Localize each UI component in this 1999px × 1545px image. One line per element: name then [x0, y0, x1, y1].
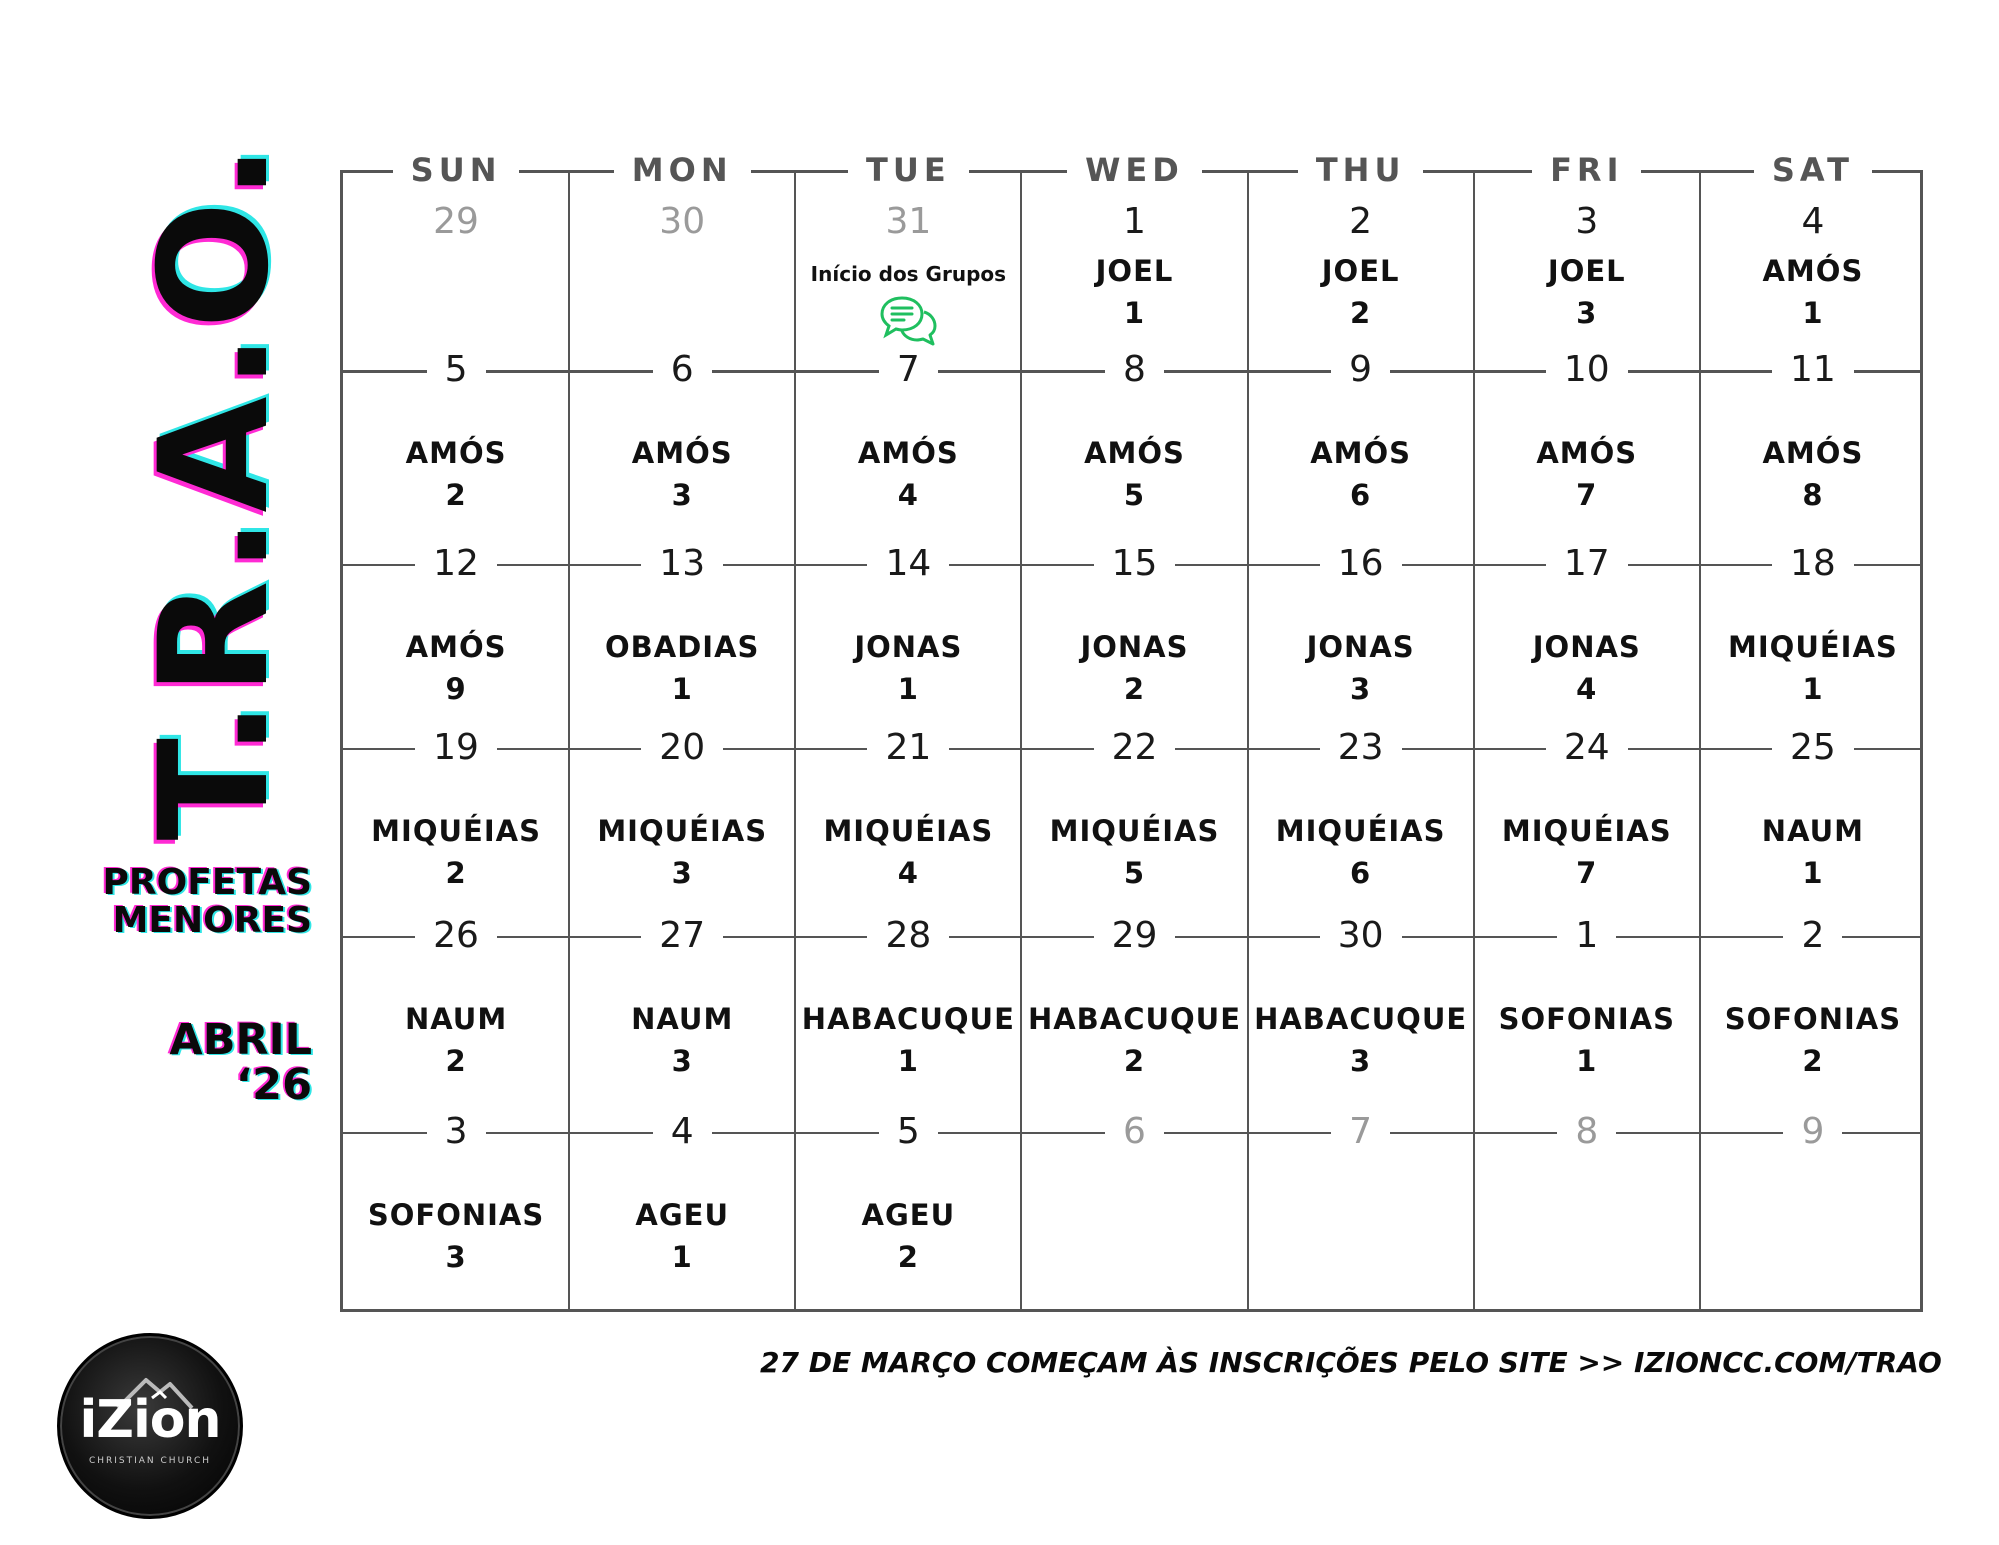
day-cell	[795, 170, 1021, 370]
date-label: 23	[1320, 726, 1402, 770]
date-label: 8	[1557, 1110, 1616, 1154]
date-label: 11	[1772, 348, 1854, 392]
date-label: 13	[641, 542, 723, 586]
day-cell	[1021, 727, 1247, 936]
date-number	[1021, 914, 1247, 958]
reading-assignment	[1474, 626, 1700, 710]
date-number	[569, 1110, 795, 1154]
subtitle	[103, 864, 312, 940]
date-number	[1700, 726, 1926, 770]
chapter-number: 1	[671, 1240, 693, 1274]
weekday-label: FRI	[1532, 151, 1641, 189]
reading-assignment	[569, 1194, 795, 1278]
calendar-grid	[340, 151, 1923, 1312]
date-number	[1474, 914, 1700, 958]
date-number	[795, 914, 1021, 958]
month-label	[169, 1015, 312, 1111]
book-name: AMÓS	[1310, 436, 1412, 470]
reading-assignment	[343, 998, 569, 1082]
chapter-number: 3	[671, 478, 693, 512]
chat-bubbles-icon	[878, 294, 938, 350]
date-label: 4	[1801, 201, 1825, 242]
reading-assignment	[1700, 998, 1926, 1082]
day-cell	[343, 349, 569, 564]
date-number	[569, 726, 795, 770]
reading-assignment	[795, 1194, 1021, 1278]
chapter-number: 4	[897, 856, 919, 890]
reading-assignment	[1700, 810, 1926, 894]
date-label: 29	[433, 201, 479, 242]
date-label: 5	[879, 1110, 938, 1154]
day-cell	[343, 543, 569, 748]
day-cell	[569, 349, 795, 564]
chapter-number: 6	[1350, 478, 1372, 512]
date-number	[343, 348, 569, 392]
book-name: AMÓS	[1762, 254, 1864, 288]
date-number	[343, 1110, 569, 1154]
chapter-number: 2	[445, 1044, 467, 1078]
book-name: MIQUÉIAS	[1728, 630, 1898, 664]
date-number	[1474, 542, 1700, 586]
chapter-number: 1	[1576, 1044, 1598, 1078]
day-cell	[569, 170, 795, 370]
reading-assignment	[343, 810, 569, 894]
date-number	[343, 914, 569, 958]
book-name: JOEL	[1547, 254, 1626, 288]
chapter-number: 1	[1802, 856, 1824, 890]
chapter-number: 3	[671, 1044, 693, 1078]
date-number	[569, 348, 795, 392]
day-cell	[795, 727, 1021, 936]
subtitle-line-2: MENORES	[112, 899, 312, 941]
reading-assignment	[1474, 432, 1700, 516]
book-name: JONAS	[854, 630, 963, 664]
date-number	[1700, 200, 1926, 244]
reading-assignment	[795, 810, 1021, 894]
reading-assignment	[1248, 998, 1474, 1082]
date-label: 26	[415, 914, 497, 958]
book-name: AGEU	[635, 1198, 730, 1232]
book-name: MIQUÉIAS	[1275, 814, 1446, 848]
chapter-number: 4	[897, 478, 919, 512]
date-number	[795, 348, 1021, 392]
date-label: 6	[1105, 1110, 1164, 1154]
date-label: 4	[653, 1110, 712, 1154]
reading-assignment	[1248, 626, 1474, 710]
reading-assignment	[1248, 432, 1474, 516]
book-name: AMÓS	[1536, 436, 1638, 470]
date-number	[1474, 1110, 1700, 1154]
title-block	[128, 139, 302, 841]
date-number	[1021, 726, 1247, 770]
date-label: 31	[885, 201, 932, 242]
day-cell	[795, 915, 1021, 1132]
date-label: 15	[1094, 542, 1176, 586]
book-name: HABACUQUE	[1254, 1002, 1468, 1036]
chapter-number: 6	[1350, 856, 1372, 890]
date-number	[1474, 348, 1700, 392]
chapter-number: 2	[1350, 296, 1372, 330]
book-name: OBADIAS	[605, 630, 760, 664]
chapter-number: 1	[1802, 672, 1824, 706]
book-name: AMÓS	[1084, 436, 1185, 470]
day-cell	[343, 1111, 569, 1312]
chapter-number: 9	[445, 672, 467, 706]
month-name: ABRIL	[169, 1015, 312, 1065]
book-name: MIQUÉIAS	[823, 814, 994, 848]
day-cell	[1700, 349, 1926, 564]
book-name: SOFONIAS	[367, 1198, 545, 1232]
reading-assignment	[795, 998, 1021, 1082]
reading-assignment	[1021, 998, 1247, 1082]
day-cell	[1248, 170, 1474, 370]
reading-assignment	[795, 432, 1021, 516]
date-label: 30	[1320, 914, 1402, 958]
book-name: JOEL	[1321, 254, 1400, 288]
date-number	[343, 200, 569, 244]
book-name: AMÓS	[405, 630, 507, 664]
book-name: JONAS	[1080, 630, 1189, 664]
reading-assignment	[1700, 626, 1926, 710]
calendar-title: T.R.A.O.	[128, 139, 302, 841]
group-start-note: Início dos Grupos	[810, 262, 1007, 286]
book-name: AMÓS	[631, 436, 733, 470]
registration-note: 27 DE MARÇO COMEÇAM ÀS INSCRIÇÕES PELO SITE >> IZIONCC.COM/TRAO	[760, 1346, 1942, 1379]
logo-tagline: CHRISTIAN CHURCH	[88, 1456, 212, 1466]
date-label: 29	[1094, 914, 1176, 958]
chapter-number: 2	[897, 1240, 919, 1274]
book-name: MIQUÉIAS	[371, 814, 541, 848]
date-label: 25	[1772, 726, 1854, 770]
day-cell	[343, 727, 569, 936]
date-number	[1021, 1110, 1247, 1154]
date-label: 7	[1331, 1110, 1390, 1154]
day-cell	[1474, 727, 1700, 936]
book-name: SOFONIAS	[1724, 1002, 1902, 1036]
book-name: HABACUQUE	[1027, 1002, 1242, 1036]
book-name: JONAS	[1532, 630, 1641, 664]
day-cell	[1021, 170, 1247, 370]
day-cell	[795, 1111, 1021, 1312]
day-cell	[1700, 170, 1926, 370]
day-cell	[1248, 915, 1474, 1132]
date-number	[795, 1110, 1021, 1154]
chapter-number: 4	[1576, 672, 1598, 706]
book-name: MIQUÉIAS	[597, 814, 768, 848]
date-number	[795, 542, 1021, 586]
date-number	[569, 200, 795, 244]
reading-assignment	[343, 1194, 569, 1278]
chapter-number: 8	[1802, 478, 1824, 512]
day-cell	[569, 543, 795, 748]
chapter-number: 3	[671, 856, 693, 890]
chapter-number: 1	[897, 1044, 919, 1078]
date-number	[1474, 726, 1700, 770]
day-cell	[1248, 543, 1474, 748]
date-label: 7	[879, 348, 938, 392]
chapter-number: 7	[1576, 478, 1598, 512]
reading-assignment	[1021, 810, 1247, 894]
day-cell	[1021, 349, 1247, 564]
date-number	[1474, 200, 1700, 244]
date-label: 17	[1546, 542, 1628, 586]
izion-logo	[57, 1333, 243, 1519]
reading-assignment	[569, 432, 795, 516]
chapter-number: 3	[1350, 1044, 1372, 1078]
chapter-number: 2	[445, 856, 467, 890]
date-number	[569, 914, 795, 958]
date-label: 21	[867, 726, 949, 770]
day-cell	[343, 915, 569, 1132]
weekday-label: THU	[1298, 151, 1424, 189]
day-cell	[1248, 349, 1474, 564]
date-label: 30	[659, 201, 706, 242]
day-cell	[795, 349, 1021, 564]
day-cell	[1248, 727, 1474, 936]
reading-assignment	[795, 626, 1021, 710]
weekday-label: SUN	[393, 151, 520, 189]
day-cell	[795, 543, 1021, 748]
date-label: 12	[415, 542, 497, 586]
date-label: 10	[1546, 348, 1628, 392]
date-number	[343, 726, 569, 770]
day-cell	[343, 170, 569, 370]
day-cell	[1021, 543, 1247, 748]
day-cell	[1474, 915, 1700, 1132]
book-name: JOEL	[1095, 254, 1174, 288]
chapter-number: 1	[1123, 296, 1146, 330]
date-number	[1700, 1110, 1926, 1154]
day-cell	[569, 915, 795, 1132]
weekday-label: TUE	[848, 151, 969, 189]
date-number	[1248, 200, 1474, 244]
date-label: 22	[1094, 726, 1176, 770]
reading-assignment	[569, 810, 795, 894]
date-label: 20	[641, 726, 723, 770]
chapter-number: 1	[671, 672, 693, 706]
date-label: 14	[867, 542, 949, 586]
date-number	[343, 542, 569, 586]
weekday-label: WED	[1067, 151, 1202, 189]
day-cell	[1248, 1111, 1474, 1312]
reading-assignment	[1700, 432, 1926, 516]
date-label: 1	[1557, 914, 1616, 958]
day-cell	[1474, 349, 1700, 564]
date-number	[1248, 348, 1474, 392]
date-number	[1021, 542, 1247, 586]
date-number	[795, 200, 1021, 244]
book-name: NAUM	[1761, 814, 1865, 848]
date-number	[795, 726, 1021, 770]
chapter-number: 7	[1576, 856, 1598, 890]
month-year: ‘26	[235, 1060, 312, 1111]
date-label: 16	[1320, 542, 1402, 586]
reading-assignment	[1248, 250, 1474, 334]
chapter-number: 2	[1123, 1044, 1146, 1078]
book-name: AMÓS	[1762, 436, 1864, 470]
book-name: MIQUÉIAS	[1049, 814, 1220, 848]
date-label: 28	[867, 914, 949, 958]
chapter-number: 2	[445, 478, 467, 512]
date-label: 6	[653, 348, 712, 392]
reading-assignment	[569, 626, 795, 710]
chapter-number: 5	[1123, 478, 1146, 512]
book-name: AMÓS	[857, 436, 959, 470]
chapter-number: 3	[1350, 672, 1372, 706]
book-name: MIQUÉIAS	[1501, 814, 1672, 848]
reading-assignment	[1248, 810, 1474, 894]
day-cell	[1700, 1111, 1926, 1312]
book-name: NAUM	[404, 1002, 508, 1036]
date-label: 24	[1546, 726, 1628, 770]
reading-assignment	[343, 432, 569, 516]
logo-wordmark: iZion	[79, 1390, 221, 1450]
reading-assignment	[1021, 250, 1247, 334]
chapter-number: 5	[1123, 856, 1146, 890]
date-label: 1	[1123, 201, 1146, 242]
chapter-number: 3	[1576, 296, 1598, 330]
reading-assignment	[343, 626, 569, 710]
book-name: NAUM	[631, 1002, 734, 1036]
reading-assignment	[1474, 810, 1700, 894]
day-cell	[1700, 543, 1926, 748]
reading-assignment	[1021, 626, 1247, 710]
reading-assignment	[569, 998, 795, 1082]
day-cell	[1700, 727, 1926, 936]
day-cell	[569, 1111, 795, 1312]
day-cell	[1474, 543, 1700, 748]
chapter-number: 2	[1123, 672, 1146, 706]
date-number	[1248, 542, 1474, 586]
date-number	[1248, 914, 1474, 958]
date-number	[1248, 1110, 1474, 1154]
day-cell	[1700, 915, 1926, 1132]
weekday-label: SAT	[1754, 151, 1872, 189]
date-label: 18	[1772, 542, 1854, 586]
date-label: 9	[1331, 348, 1390, 392]
date-number	[1021, 200, 1247, 244]
book-name: SOFONIAS	[1498, 1002, 1675, 1036]
reading-assignment	[1474, 998, 1700, 1082]
chapter-number: 3	[445, 1240, 467, 1274]
day-cell	[1021, 1111, 1247, 1312]
date-number	[1248, 726, 1474, 770]
book-name: JONAS	[1306, 630, 1415, 664]
date-number	[569, 542, 795, 586]
date-label: 19	[415, 726, 497, 770]
date-number	[1700, 542, 1926, 586]
reading-assignment	[1021, 432, 1247, 516]
date-number	[1700, 348, 1926, 392]
chapter-number: 2	[1802, 1044, 1824, 1078]
date-label: 9	[1783, 1110, 1842, 1154]
chapter-number: 1	[897, 672, 919, 706]
day-cell	[1474, 170, 1700, 370]
date-label: 3	[1575, 201, 1599, 242]
book-name: AMÓS	[405, 436, 507, 470]
weekday-label: MON	[614, 151, 751, 189]
date-number	[1700, 914, 1926, 958]
date-number	[1021, 348, 1247, 392]
book-name: AGEU	[861, 1198, 956, 1232]
date-label: 8	[1105, 348, 1164, 392]
subtitle-line-1: PROFETAS	[102, 862, 312, 903]
chapter-number: 1	[1802, 296, 1824, 330]
day-cell	[569, 727, 795, 936]
date-label: 2	[1349, 201, 1373, 242]
day-cell	[1021, 915, 1247, 1132]
date-label: 27	[641, 914, 723, 958]
reading-assignment	[1474, 250, 1700, 334]
reading-assignment	[1700, 250, 1926, 334]
date-label: 2	[1783, 914, 1842, 958]
day-cell	[1474, 1111, 1700, 1312]
date-label: 3	[427, 1110, 486, 1154]
date-label: 5	[427, 348, 486, 392]
book-name: HABACUQUE	[801, 1002, 1015, 1036]
